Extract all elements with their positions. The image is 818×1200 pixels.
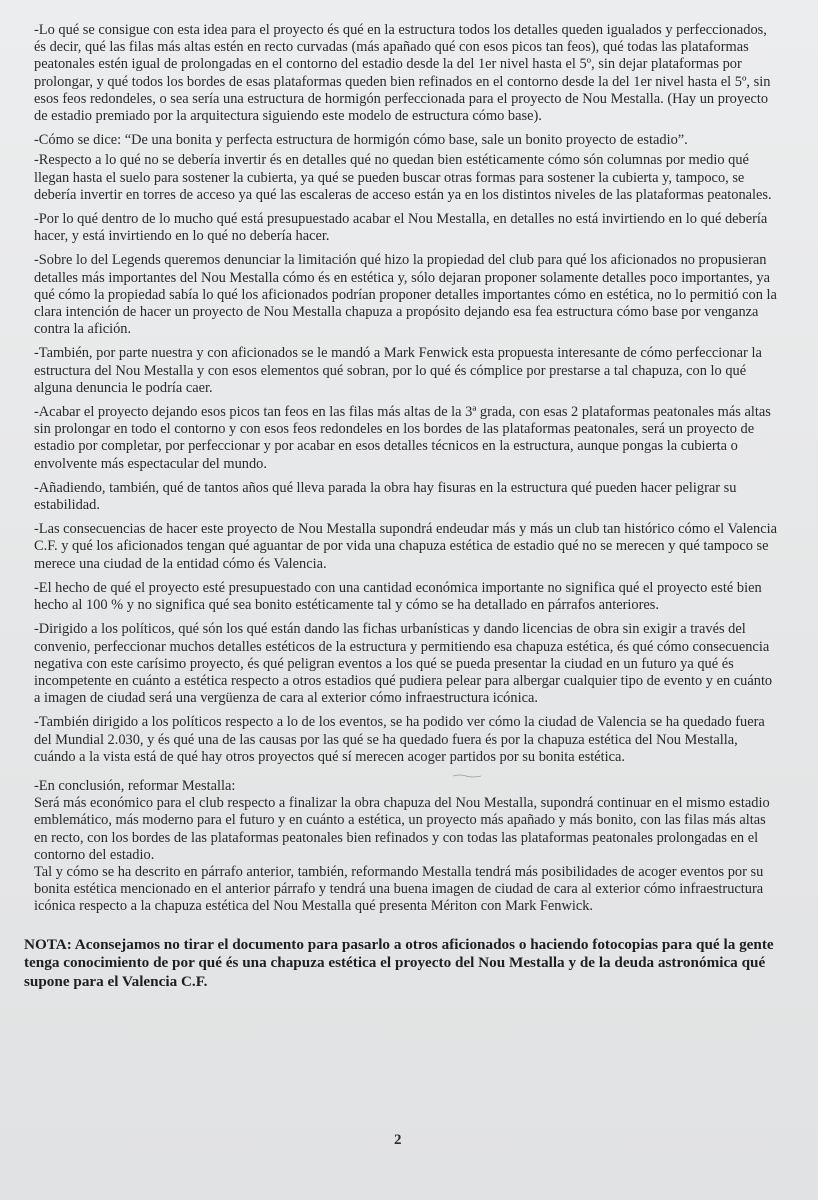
- paragraph-structure-idea: -Lo qué se consigue con esta idea para el proyecto és qué en la estructura todos los detalles queden igualados y perfeccionados, és decir, qué las filas más altas estén en recto curvadas (más apañado qué con esos picos tan feos), qué todas las plataformas peatonales estén igual de prolongadas en el contorno del estadio desde la del 1er nivel hasta el 5º, sin dejar plataformas por prolongar, y qué todos los bordes de esas plataformas queden bien refinados en el contorno desde la del 1er nivel hasta el 5º, sin esos feos redondeles, o sea sería una estructura de hormigón perfeccionada para el proyecto de Nou Mestalla. (Hay un proyecto de estadio premiado por la arquitectura siguiendo este modelo de estructura cómo base).: [34, 22, 771, 125]
- paragraph-saying: -Cómo se dice: “De una bonita y perfecta estructura de hormigón cómo base, sale un bonito proyecto de estadio”.: [34, 132, 688, 149]
- page-number: 2: [394, 1132, 402, 1148]
- paragraph-conclusion-events: Tal y cómo se ha descrito en párrafo anterior, también, reformando Mestalla tendrá más posibilidades de acoger eventos por su bonita estética mencionado en el anterior párrafo y tendrá una buena imagen de ciudad de cara al exterior cómo infraestructura icónica respecto a la chapuza estética del Nou Mestalla qué presenta Mériton con Mark Fenwick.: [34, 863, 764, 915]
- paragraph-finish-project: -Acabar el proyecto dejando esos picos tan feos en las filas más altas de la 3ª grada, con esas 2 plataformas peatonales más altas sin prolongar en todo el contorno y con esos feos redondeles en los bordes de las plataformas peatonales, será un proyecto de estadio por completar, por perfeccionar y por acabar en esos detalles técnicos en la estructura, aunque pongas la cubierta o envolvente más espectacular del mundo.: [34, 404, 771, 472]
- paragraph-budget: -Por lo qué dentro de lo mucho qué está presupuestado acabar el Nou Mestalla, en detalles no está invirtiendo en lo qué debería hacer, y está invirtiendo en lo qué no debería hacer.: [34, 211, 768, 245]
- document-page: [24, 22, 780, 991]
- paragraph-fissures: -Añadiendo, también, qué de tantos años qué lleva parada la obra hay fisuras en la estructura qué pueden hacer peligrar su estabilidad.: [34, 479, 737, 514]
- paragraph-politicians: -Dirigido a los políticos, qué són los qué están dando las fichas urbanísticas y dando licencias de obra sin exigir a través del convenio, perfeccionar muchos detalles estéticos de la estructura y permitiendo esa chapuza estética, és qué cómo consecuencia negativa con este carísimo proyecto, és qué peligran eventos a los qué se pueda presentar la ciudad en un futuro ya qué és incompetente en cuánto a estética respecto a otros estadios qué pudiera pelear para albergar cualquier tipo de evento y en cuánto a imagen de ciudad será una vergüenza de cara al exterior cómo infraestructura icónica.: [34, 621, 773, 707]
- paragraph-conclusion-heading: -En conclusión, reformar Mestalla:: [34, 777, 236, 794]
- ink-smudge: [452, 774, 482, 778]
- paragraph-fenwick: -También, por parte nuestra y con aficionados se le mandó a Mark Fenwick esta propuesta interesante de cómo perfeccionar la estructura del Nou Mestalla y con esos elementos qué sobran, por lo qué és cómplice por prestarse a tal chapuza, con lo qué alguna denuncia le podría caer.: [34, 345, 762, 396]
- note-paragraph: NOTA: Aconsejamos no tirar el documento para pasarlo a otros aficionados o haciendo fotocopias para qué la gente tenga conocimiento de por qué és una chapuza estética el proyecto del Nou Mestalla y de la deuda astronómica qué supone para el Valencia C.F.: [24, 935, 774, 990]
- paragraph-legends: -Sobre lo del Legends queremos denunciar la limitación qué hizo la propiedad del club para qué los aficionados no propusieran detalles más importantes del Nou Mestalla cómo és en estética y, sólo dejaran proponer solamente detalles poco importantes, ya qué cómo la propiedad sabía lo qué los aficionados podrían proponer detalles importantes cómo en estética, no lo permitió con la clara intención de hacer un proyecto de Nou Mestalla chapuza a propósito dejando esa fea estructura cómo base por venganza contra la afición.: [34, 252, 777, 338]
- paragraph-consequences: -Las consecuencias de hacer este proyecto de Nou Mestalla supondrá endeudar más y más un club tan histórico cómo el Valencia C.F. y qué los aficionados tengan qué aguantar de por vida una chapuza estética de estadio qué no se merecen y qué tampoco se merece una ciudad de la entidad cómo és Valencia.: [34, 521, 777, 572]
- paragraph-events: -También dirigido a los políticos respecto a lo de los eventos, se ha podido ver cómo la ciudad de Valencia se ha quedado fuera del Mundial 2.030, y és qué una de las causas por las qué se ha quedado fuera és por la chapuza estética del Nou Mestalla, cuándo a la vista está de qué hay otros proyectos qué sí merecen acoger partidos por su bonita estética.: [34, 714, 765, 765]
- paragraph-investment: -Respecto a lo qué no se debería invertir és en detalles qué no quedan bien estéticamente cómo són columnas por medio qué llegan hasta el suelo para sostener la cubierta, ya qué se pueden buscar otras formas para sostener la cubierta y, tampoco, se debería invertir en torres de acceso ya qué las escaleras de acceso están ya en los distintos niveles de las plataformas peatonales.: [34, 152, 772, 203]
- paragraph-budget-quality: -El hecho de qué el proyecto esté presupuestado con una cantidad económica importante no significa qué el proyecto esté bien hecho al 100 % y no significa qué sea bonito estéticamente tal y cómo se ha detallado en párrafos anteriores.: [34, 579, 762, 614]
- paragraph-conclusion-economy: Será más económico para el club respecto a finalizar la obra chapuza del Nou Mestalla, supondrá continuar en el mismo estadio emblemático, más moderno para el futuro y en cuánto a estética, un proyecto más apañado y más bonito, con las filas más altas en recto, con los bordes de las plataformas peatonales bien refinados y con todas las plataformas peatonales prolongadas en el contorno del estadio.: [34, 795, 770, 863]
